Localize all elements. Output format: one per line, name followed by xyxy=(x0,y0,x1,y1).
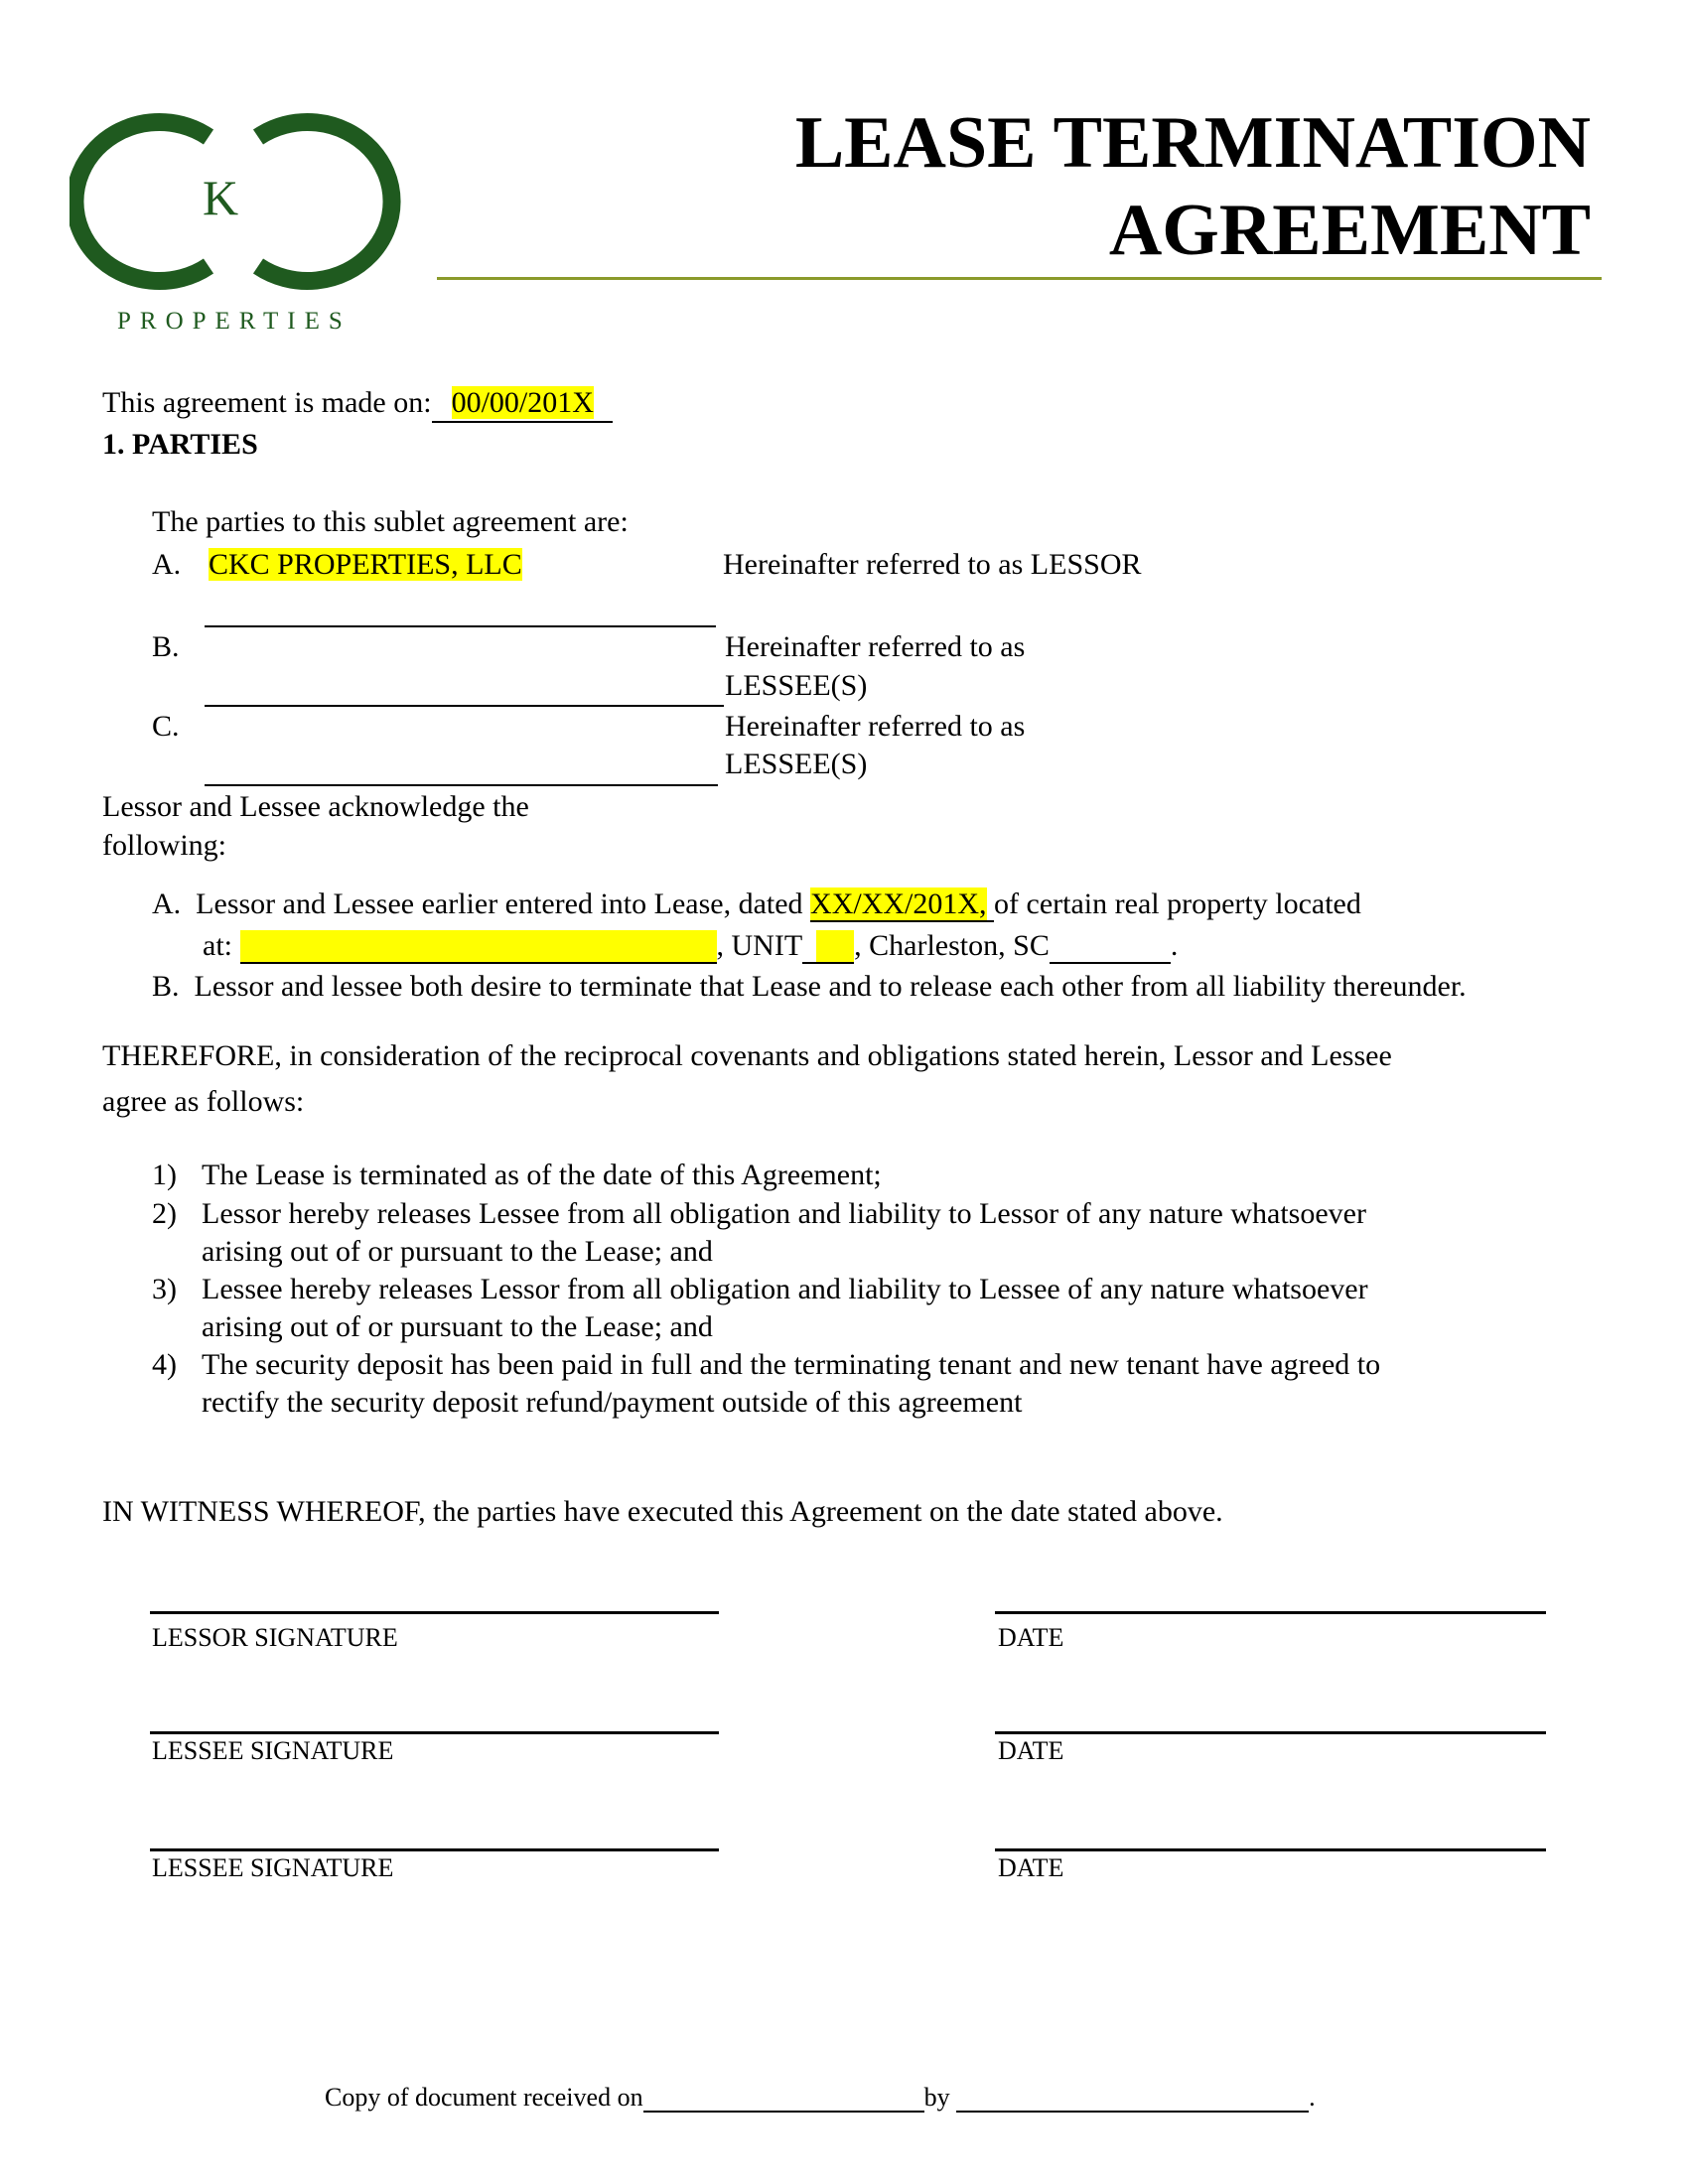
unit-field[interactable] xyxy=(816,930,854,964)
section-heading-parties: 1. PARTIES xyxy=(102,428,258,461)
lessor-date-field[interactable] xyxy=(995,1611,1546,1614)
address-end: . xyxy=(1170,929,1179,962)
party-c-name-field[interactable] xyxy=(205,784,718,786)
term-3 xyxy=(152,1272,1368,1307)
lessee-1-signature-field[interactable] xyxy=(150,1731,719,1734)
lessor-signature-label: LESSOR SIGNATURE xyxy=(152,1623,398,1652)
agreement-date-value: 00/00/201X xyxy=(451,386,594,419)
ckc-logo-icon xyxy=(70,107,407,306)
lessee-2-date-field[interactable] xyxy=(995,1848,1546,1851)
logo-subtitle: PROPERTIES xyxy=(117,308,352,335)
term-3-number: 3) xyxy=(152,1273,177,1305)
lessee-1-date-field[interactable] xyxy=(995,1731,1546,1734)
address-field[interactable] xyxy=(240,930,717,964)
party-b-role-line2: LESSEE(S) xyxy=(725,669,868,702)
document-title xyxy=(795,99,1591,274)
term-1 xyxy=(152,1158,882,1193)
party-c-role-line1: Hereinafter referred to as xyxy=(725,710,1026,743)
party-c-letter: C. xyxy=(152,710,180,743)
lease-date-field[interactable] xyxy=(810,887,994,922)
company-logo xyxy=(70,107,407,345)
party-a-blank-line[interactable] xyxy=(205,625,716,627)
term-1-number: 1) xyxy=(152,1159,177,1191)
agreement-date-field[interactable] xyxy=(432,385,613,423)
therefore-line1: THEREFORE, in consideration of the reciprocal covenants and obligations stated herein, Lessor and Lessee xyxy=(102,1039,1392,1072)
title-line-1: LEASE TERMINATION xyxy=(794,102,1591,184)
lessor-signature-field[interactable] xyxy=(150,1611,719,1614)
lessee-2-signature-field[interactable] xyxy=(150,1848,719,1851)
ack-item-b xyxy=(152,969,1467,1005)
logo-center-letter: K xyxy=(202,170,239,225)
party-b-letter: B. xyxy=(152,630,180,663)
term-2-text: Lessor hereby releases Lessee from all obligation and liability to Lessor of any nature whatsoever xyxy=(202,1197,1366,1230)
acknowledge-line2: following: xyxy=(102,829,226,862)
term-4-continued: rectify the security deposit refund/payment outside of this agreement xyxy=(202,1386,1023,1419)
party-b-role-line1: Hereinafter referred to as xyxy=(725,630,1026,663)
term-4-text: The security deposit has been paid in full and the terminating tenant and new tenant have agreed to xyxy=(202,1348,1381,1381)
copy-received-by-field[interactable] xyxy=(956,2083,1309,2113)
term-2-number: 2) xyxy=(152,1197,177,1230)
ack-item-a-text2: of certain real property located xyxy=(994,887,1361,920)
copy-received-date-field[interactable] xyxy=(643,2083,924,2113)
copy-received-label: Copy of document received on xyxy=(325,2083,643,2112)
term-1-text: The Lease is terminated as of the date of this Agreement; xyxy=(202,1159,882,1191)
lessor-date-label: DATE xyxy=(998,1623,1064,1652)
copy-received-line xyxy=(325,2083,1316,2113)
therefore-line2: agree as follows: xyxy=(102,1085,305,1118)
ack-item-a-address-line xyxy=(203,928,1178,964)
party-a-letter: A. xyxy=(152,548,182,581)
unit-label: , UNIT xyxy=(716,929,803,962)
party-a-role: Hereinafter referred to as LESSOR xyxy=(723,548,1142,581)
lessee-1-date-label: DATE xyxy=(998,1736,1064,1765)
party-a-name-field[interactable] xyxy=(209,547,522,583)
lessee-2-date-label: DATE xyxy=(998,1853,1064,1882)
ack-item-b-letter: B. xyxy=(152,970,180,1003)
copy-received-by-label: by xyxy=(923,2083,950,2112)
term-3-text: Lessee hereby releases Lessor from all obligation and liability to Lessee of any nature whatsoever xyxy=(202,1273,1368,1305)
lessee-1-signature-label: LESSEE SIGNATURE xyxy=(152,1736,394,1765)
unit-field-spacer xyxy=(802,930,816,964)
term-2-continued: arising out of or pursuant to the Lease; and xyxy=(202,1235,713,1268)
copy-received-end: . xyxy=(1309,2083,1316,2112)
agreement-date-line xyxy=(102,385,613,423)
ack-item-a-letter: A. xyxy=(152,887,182,920)
party-a-name: CKC PROPERTIES, LLC xyxy=(209,548,522,581)
term-3-continued: arising out of or pursuant to the Lease; and xyxy=(202,1310,713,1343)
witness-statement: IN WITNESS WHEREOF, the parties have executed this Agreement on the date stated above. xyxy=(102,1495,1223,1528)
address-label: at: xyxy=(203,929,232,962)
city-label: , Charleston, SC xyxy=(854,929,1050,962)
ack-item-a-text: Lessor and Lessee earlier entered into Lease, dated xyxy=(196,887,803,920)
title-rule xyxy=(437,277,1602,280)
term-2 xyxy=(152,1196,1366,1232)
party-c-role-line2: LESSEE(S) xyxy=(725,748,868,780)
agreement-date-label: This agreement is made on: xyxy=(102,386,432,419)
term-4-number: 4) xyxy=(152,1348,177,1381)
lease-date-value: XX/XX/201X, xyxy=(810,887,987,920)
ack-item-a xyxy=(152,887,1361,922)
acknowledge-line1: Lessor and Lessee acknowledge the xyxy=(102,790,529,823)
ack-item-b-text: Lessor and lessee both desire to terminate that Lease and to release each other from all liability thereunder. xyxy=(194,970,1467,1003)
parties-intro: The parties to this sublet agreement are: xyxy=(152,505,629,538)
party-b-name-field[interactable] xyxy=(205,705,724,707)
lessee-2-signature-label: LESSEE SIGNATURE xyxy=(152,1853,394,1882)
term-4 xyxy=(152,1347,1380,1383)
zip-field[interactable] xyxy=(1050,930,1171,964)
title-line-2: AGREEMENT xyxy=(1108,190,1591,271)
